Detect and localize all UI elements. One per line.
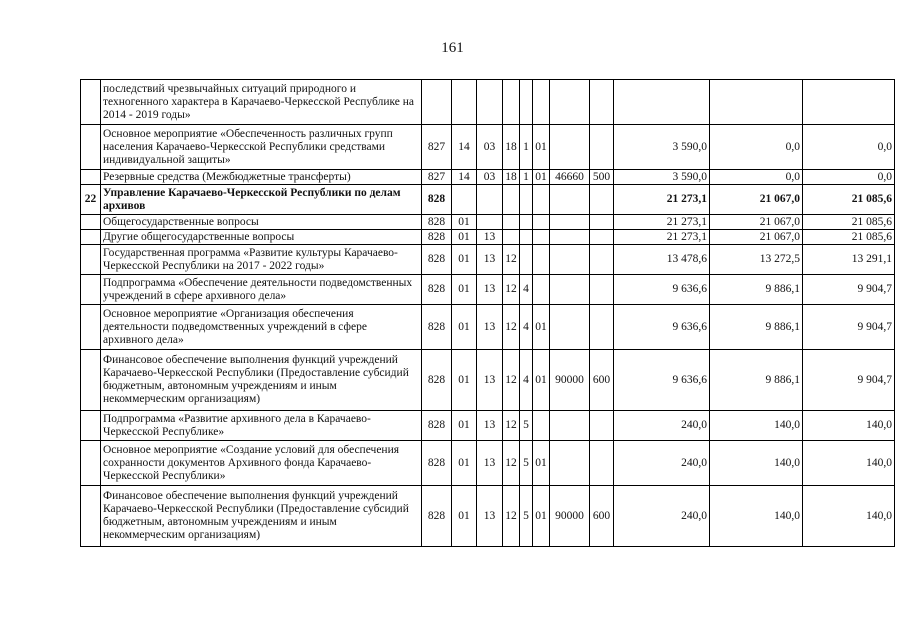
subsection-code-cell: 03 — [477, 170, 503, 185]
table-row — [81, 350, 895, 411]
subsection-code-cell: 03 — [477, 125, 503, 170]
amount-year3-cell: 140,0 — [803, 486, 895, 547]
amount-year1-cell: 9 636,6 — [614, 275, 710, 305]
amount-year2-cell: 9 886,1 — [710, 305, 803, 350]
amount-year3-cell: 140,0 — [803, 411, 895, 441]
amount-year1-cell: 21 273,1 — [614, 215, 710, 230]
direction-code-cell: 90000 — [550, 350, 590, 411]
program-code-cell — [503, 80, 520, 125]
table-row — [81, 80, 895, 125]
section-code-cell — [452, 80, 477, 125]
department-code-cell: 828 — [422, 230, 452, 245]
row-number-cell — [81, 411, 101, 441]
section-code-cell: 01 — [452, 305, 477, 350]
section-code-cell: 01 — [452, 230, 477, 245]
program-code-cell: 12 — [503, 441, 520, 486]
table-row — [81, 185, 895, 215]
row-number-cell — [81, 441, 101, 486]
item-name-cell: Государственная программа «Развитие культуры Карачаево-Черкесской Республики на 2017 - 2022 годы» — [101, 245, 422, 275]
amount-year2-cell — [710, 80, 803, 125]
section-code-cell: 01 — [452, 441, 477, 486]
row-number-cell — [81, 215, 101, 230]
subprogram-code-cell — [520, 215, 533, 230]
amount-year2-cell: 140,0 — [710, 486, 803, 547]
table-row — [81, 441, 895, 486]
row-number-cell — [81, 350, 101, 411]
direction-code-cell — [550, 275, 590, 305]
department-code-cell: 828 — [422, 486, 452, 547]
table-row — [81, 230, 895, 245]
activity-code-cell — [533, 185, 550, 215]
subsection-code-cell: 13 — [477, 245, 503, 275]
amount-year3-cell: 0,0 — [803, 125, 895, 170]
expense-type-cell — [590, 230, 614, 245]
subprogram-code-cell — [520, 245, 533, 275]
amount-year1-cell: 9 636,6 — [614, 350, 710, 411]
row-number-cell — [81, 125, 101, 170]
activity-code-cell — [533, 215, 550, 230]
subprogram-code-cell: 4 — [520, 275, 533, 305]
subsection-code-cell: 13 — [477, 275, 503, 305]
activity-code-cell — [533, 230, 550, 245]
amount-year3-cell: 140,0 — [803, 441, 895, 486]
department-code-cell: 828 — [422, 441, 452, 486]
item-name-cell: Другие общегосударственные вопросы — [101, 230, 422, 245]
amount-year1-cell: 21 273,1 — [614, 185, 710, 215]
activity-code-cell: 01 — [533, 441, 550, 486]
expense-type-cell — [590, 305, 614, 350]
program-code-cell: 12 — [503, 486, 520, 547]
department-code-cell: 827 — [422, 170, 452, 185]
expense-type-cell: 600 — [590, 486, 614, 547]
item-name-cell: Резервные средства (Межбюджетные трансферты) — [101, 170, 422, 185]
section-code-cell: 01 — [452, 350, 477, 411]
amount-year3-cell: 13 291,1 — [803, 245, 895, 275]
expense-type-cell — [590, 411, 614, 441]
department-code-cell: 827 — [422, 125, 452, 170]
row-number-cell: 22 — [81, 185, 101, 215]
amount-year2-cell: 21 067,0 — [710, 215, 803, 230]
subsection-code-cell: 13 — [477, 350, 503, 411]
amount-year1-cell: 13 478,6 — [614, 245, 710, 275]
program-code-cell: 18 — [503, 170, 520, 185]
expense-type-cell — [590, 275, 614, 305]
amount-year1-cell: 9 636,6 — [614, 305, 710, 350]
expense-type-cell — [590, 245, 614, 275]
amount-year1-cell: 3 590,0 — [614, 170, 710, 185]
subsection-code-cell: 13 — [477, 486, 503, 547]
subprogram-code-cell: 1 — [520, 125, 533, 170]
amount-year1-cell: 240,0 — [614, 441, 710, 486]
subsection-code-cell: 13 — [477, 441, 503, 486]
program-code-cell: 12 — [503, 411, 520, 441]
expense-type-cell — [590, 215, 614, 230]
amount-year2-cell: 140,0 — [710, 411, 803, 441]
department-code-cell: 828 — [422, 215, 452, 230]
expense-type-cell — [590, 185, 614, 215]
program-code-cell: 12 — [503, 245, 520, 275]
row-number-cell — [81, 305, 101, 350]
table-row — [81, 125, 895, 170]
section-code-cell: 01 — [452, 411, 477, 441]
program-code-cell — [503, 185, 520, 215]
amount-year3-cell: 9 904,7 — [803, 305, 895, 350]
subprogram-code-cell: 5 — [520, 441, 533, 486]
table-row — [81, 170, 895, 185]
item-name-cell: Основное мероприятие «Организация обеспечения деятельности подведомственных учреждений в сфере архивного дела» — [101, 305, 422, 350]
direction-code-cell — [550, 245, 590, 275]
amount-year1-cell: 21 273,1 — [614, 230, 710, 245]
table-body — [81, 80, 895, 547]
item-name-cell: Финансовое обеспечение выполнения функций учреждений Карачаево-Черкесской Республики (Предоставление субсидий бюджетным, автономным учреждениям и иным некоммерческим организациям) — [101, 486, 422, 547]
subsection-code-cell: 13 — [477, 305, 503, 350]
amount-year3-cell: 9 904,7 — [803, 350, 895, 411]
table-row — [81, 215, 895, 230]
amount-year3-cell: 21 085,6 — [803, 230, 895, 245]
department-code-cell — [422, 80, 452, 125]
amount-year1-cell: 240,0 — [614, 411, 710, 441]
row-number-cell — [81, 230, 101, 245]
section-code-cell: 01 — [452, 245, 477, 275]
activity-code-cell: 01 — [533, 125, 550, 170]
item-name-cell: Основное мероприятие «Обеспеченность различных групп населения Карачаево-Черкесской Республики средствами индивидуальной защиты» — [101, 125, 422, 170]
department-code-cell: 828 — [422, 411, 452, 441]
row-number-cell — [81, 486, 101, 547]
direction-code-cell — [550, 230, 590, 245]
activity-code-cell: 01 — [533, 350, 550, 411]
amount-year3-cell: 0,0 — [803, 170, 895, 185]
amount-year2-cell: 21 067,0 — [710, 185, 803, 215]
section-code-cell — [452, 185, 477, 215]
row-number-cell — [81, 245, 101, 275]
program-code-cell: 18 — [503, 125, 520, 170]
amount-year2-cell: 9 886,1 — [710, 275, 803, 305]
expense-type-cell — [590, 80, 614, 125]
direction-code-cell — [550, 215, 590, 230]
direction-code-cell — [550, 305, 590, 350]
amount-year3-cell — [803, 80, 895, 125]
subprogram-code-cell — [520, 80, 533, 125]
department-code-cell: 828 — [422, 305, 452, 350]
subprogram-code-cell: 4 — [520, 350, 533, 411]
item-name-cell: Подпрограмма «Развитие архивного дела в Карачаево-Черкесской Республике» — [101, 411, 422, 441]
table-row — [81, 305, 895, 350]
amount-year1-cell — [614, 80, 710, 125]
activity-code-cell: 01 — [533, 305, 550, 350]
page-number: 161 — [441, 40, 464, 56]
department-code-cell: 828 — [422, 350, 452, 411]
subsection-code-cell: 13 — [477, 230, 503, 245]
table-row — [81, 486, 895, 547]
subsection-code-cell — [477, 80, 503, 125]
budget-table — [80, 79, 895, 547]
program-code-cell — [503, 215, 520, 230]
subsection-code-cell: 13 — [477, 411, 503, 441]
activity-code-cell — [533, 411, 550, 441]
amount-year2-cell: 0,0 — [710, 170, 803, 185]
row-number-cell — [81, 275, 101, 305]
activity-code-cell — [533, 275, 550, 305]
subsection-code-cell — [477, 185, 503, 215]
subprogram-code-cell — [520, 230, 533, 245]
activity-code-cell: 01 — [533, 486, 550, 547]
item-name-cell: Управление Карачаево-Черкесской Республики по делам архивов — [101, 185, 422, 215]
table-row — [81, 411, 895, 441]
amount-year3-cell: 21 085,6 — [803, 215, 895, 230]
program-code-cell: 12 — [503, 305, 520, 350]
subprogram-code-cell: 1 — [520, 170, 533, 185]
expense-type-cell: 500 — [590, 170, 614, 185]
department-code-cell: 828 — [422, 275, 452, 305]
program-code-cell: 12 — [503, 275, 520, 305]
amount-year3-cell: 21 085,6 — [803, 185, 895, 215]
item-name-cell: Финансовое обеспечение выполнения функций учреждений Карачаево-Черкесской Республики (Предоставление субсидий бюджетным, автономным учреждениям и иным некоммерческим организациям) — [101, 350, 422, 411]
direction-code-cell — [550, 185, 590, 215]
direction-code-cell — [550, 411, 590, 441]
department-code-cell: 828 — [422, 245, 452, 275]
program-code-cell — [503, 230, 520, 245]
section-code-cell: 01 — [452, 486, 477, 547]
activity-code-cell — [533, 245, 550, 275]
table-row — [81, 275, 895, 305]
program-code-cell: 12 — [503, 350, 520, 411]
section-code-cell: 01 — [452, 275, 477, 305]
subprogram-code-cell — [520, 185, 533, 215]
amount-year1-cell: 240,0 — [614, 486, 710, 547]
direction-code-cell: 90000 — [550, 486, 590, 547]
direction-code-cell — [550, 441, 590, 486]
direction-code-cell: 46660 — [550, 170, 590, 185]
table-row — [81, 245, 895, 275]
amount-year2-cell: 9 886,1 — [710, 350, 803, 411]
amount-year2-cell: 0,0 — [710, 125, 803, 170]
section-code-cell: 14 — [452, 125, 477, 170]
amount-year2-cell: 13 272,5 — [710, 245, 803, 275]
subsection-code-cell — [477, 215, 503, 230]
subprogram-code-cell: 5 — [520, 411, 533, 441]
section-code-cell: 14 — [452, 170, 477, 185]
expense-type-cell: 600 — [590, 350, 614, 411]
expense-type-cell — [590, 441, 614, 486]
amount-year2-cell: 21 067,0 — [710, 230, 803, 245]
direction-code-cell — [550, 80, 590, 125]
activity-code-cell — [533, 80, 550, 125]
subprogram-code-cell: 4 — [520, 305, 533, 350]
row-number-cell — [81, 80, 101, 125]
amount-year3-cell: 9 904,7 — [803, 275, 895, 305]
amount-year2-cell: 140,0 — [710, 441, 803, 486]
department-code-cell: 828 — [422, 185, 452, 215]
subprogram-code-cell: 5 — [520, 486, 533, 547]
expense-type-cell — [590, 125, 614, 170]
row-number-cell — [81, 170, 101, 185]
item-name-cell: Общегосударственные вопросы — [101, 215, 422, 230]
item-name-cell: последствий чрезвычайных ситуаций природного и техногенного характера в Карачаево-Черкесской Республике на 2014 - 2019 годы» — [101, 80, 422, 125]
direction-code-cell — [550, 125, 590, 170]
amount-year1-cell: 3 590,0 — [614, 125, 710, 170]
item-name-cell: Подпрограмма «Обеспечение деятельности подведомственных учреждений в сфере архивного дела» — [101, 275, 422, 305]
section-code-cell: 01 — [452, 215, 477, 230]
activity-code-cell: 01 — [533, 170, 550, 185]
item-name-cell: Основное мероприятие «Создание условий для обеспечения сохранности документов Архивного фонда Карачаево-Черкесской Республики» — [101, 441, 422, 486]
